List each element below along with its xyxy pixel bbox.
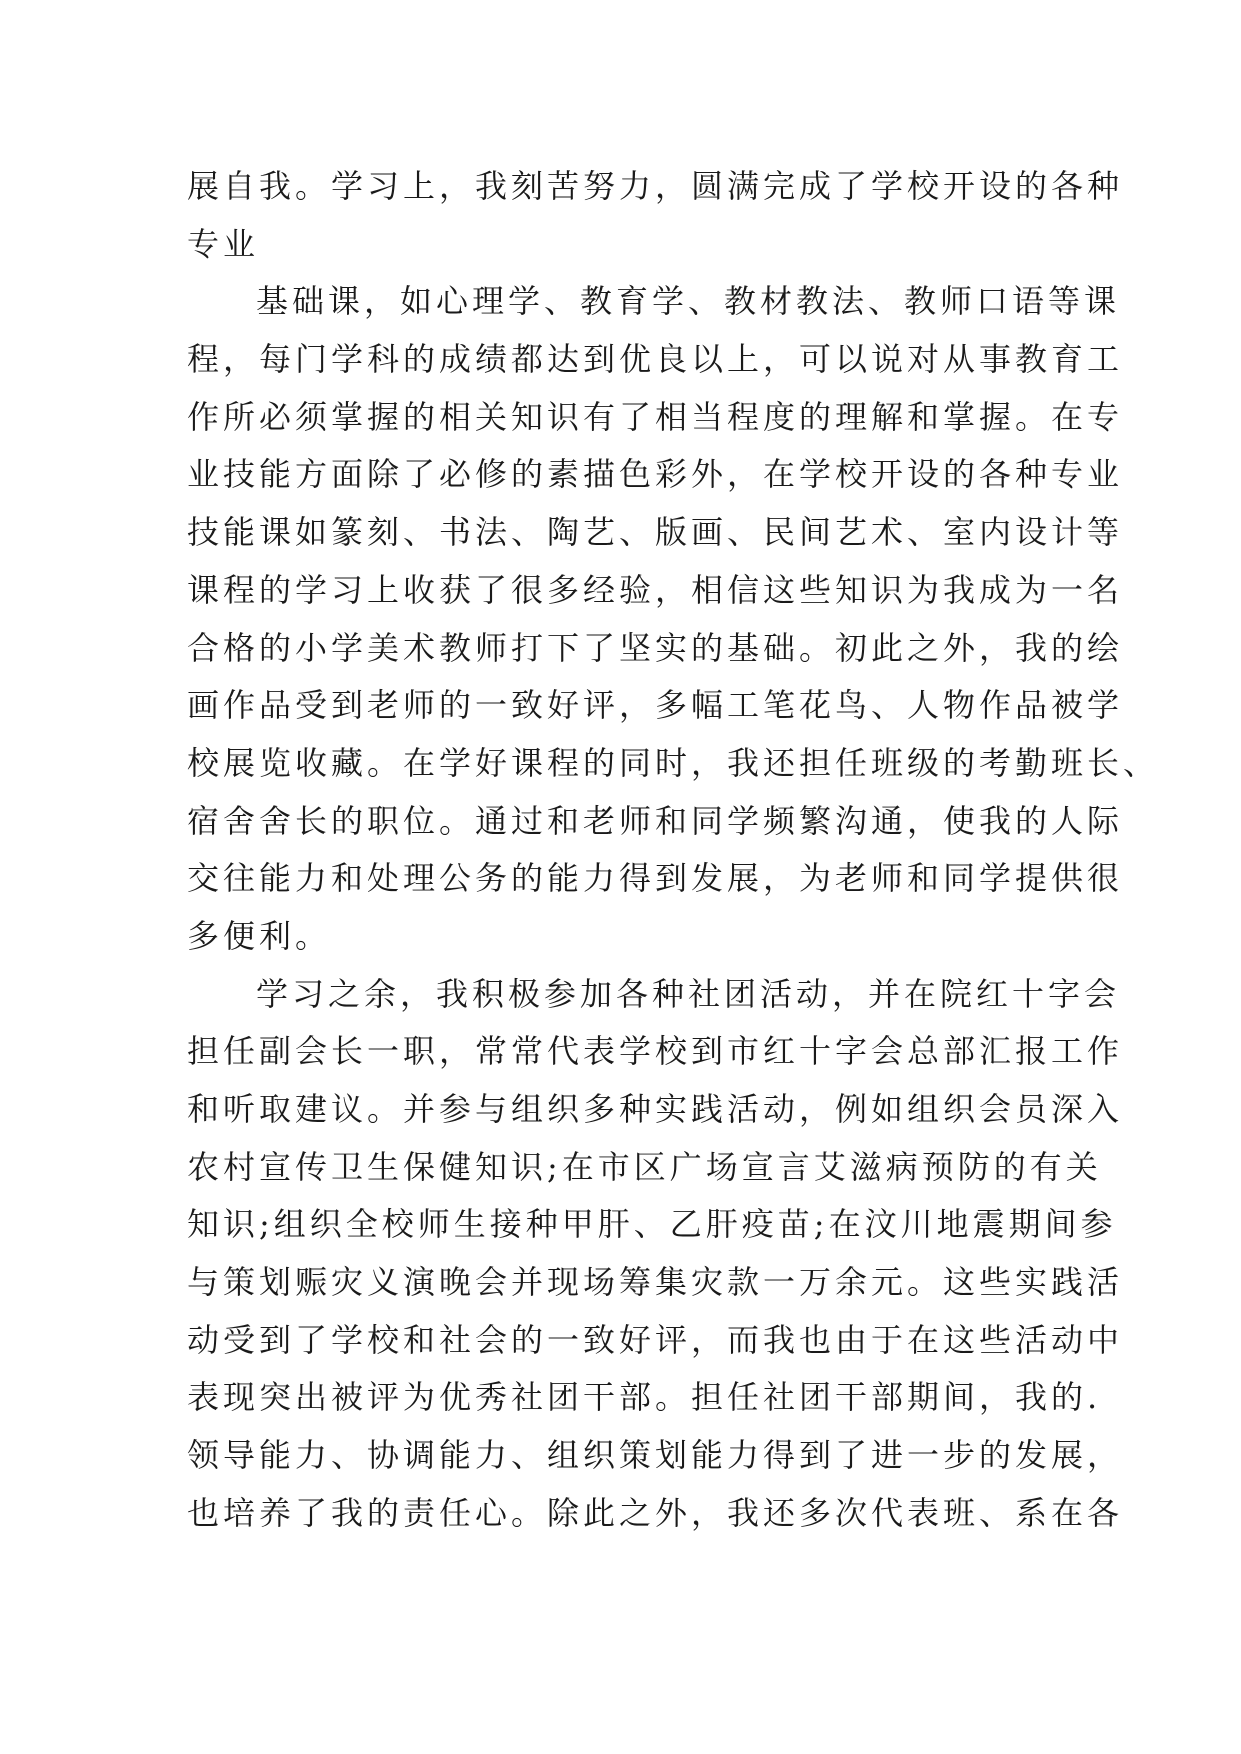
paragraph-start-line: 基础课，如心理学、教育学、教材教法、教师口语等课 — [256, 282, 1121, 321]
text-line: 知识;组织全校师生接种甲肝、乙肝疫苗;在汶川地震期间参 — [187, 1205, 1117, 1244]
text-line: 程，每门学科的成绩都达到优良以上，可以说对从事教育工 — [187, 340, 1124, 379]
text-line: 展自我。学习上，我刻苦努力，圆满完成了学校开设的各种 — [187, 167, 1124, 205]
text-line: 动受到了学校和社会的一致好评，而我也由于在这些活动中 — [187, 1320, 1124, 1359]
text-line: 校展览收藏。在学好课程的同时，我还担任班级的考勤班长、 — [187, 743, 1160, 782]
text-line: 作所必须掌握的相关知识有了相当程度的理解和掌握。在专 — [187, 397, 1124, 436]
text-line: 课程的学习上收获了很多经验，相信这些知识为我成为一名 — [187, 570, 1124, 609]
text-line: 合格的小学美术教师打下了坚实的基础。初此之外，我的绘 — [187, 628, 1124, 667]
paragraph-start-line: 学习之余，我积极参加各种社团活动，并在院红十字会 — [256, 974, 1121, 1013]
text-line: 技能课如篆刻、书法、陶艺、版画、民间艺术、室内设计等 — [187, 513, 1124, 552]
text-line: 领导能力、协调能力、组织策划能力得到了进一步的发展， — [187, 1436, 1124, 1475]
text-line: 担任副会长一职，常常代表学校到市红十字会总部汇报工作 — [187, 1032, 1124, 1071]
text-line: 业技能方面除了必修的素描色彩外，在学校开设的各种专业 — [187, 455, 1124, 494]
text-line: 多便利。 — [187, 916, 332, 955]
text-line: 与策划赈灾义演晚会并现场筹集灾款一万余元。这些实践活 — [187, 1263, 1124, 1302]
text-line: 表现突出被评为优秀社团干部。担任社团干部期间，我的. — [187, 1378, 1102, 1417]
text-line: 也培养了我的责任心。除此之外，我还多次代表班、系在各 — [187, 1493, 1124, 1532]
text-line: 专业 — [187, 224, 260, 263]
text-line: 农村宣传卫生保健知识;在市区广场宣言艾滋病预防的有关 — [187, 1147, 1102, 1186]
body-text — [187, 158, 1160, 1543]
text-line: 宿舍舍长的职位。通过和老师和同学频繁沟通，使我的人际 — [187, 801, 1124, 840]
text-line: 画作品受到老师的一致好评，多幅工笔花鸟、人物作品被学 — [187, 686, 1124, 725]
text-line: 和听取建议。并参与组织多种实践活动，例如组织会员深入 — [187, 1090, 1124, 1128]
text-line: 交往能力和处理公务的能力得到发展，为老师和同学提供很 — [187, 859, 1124, 898]
